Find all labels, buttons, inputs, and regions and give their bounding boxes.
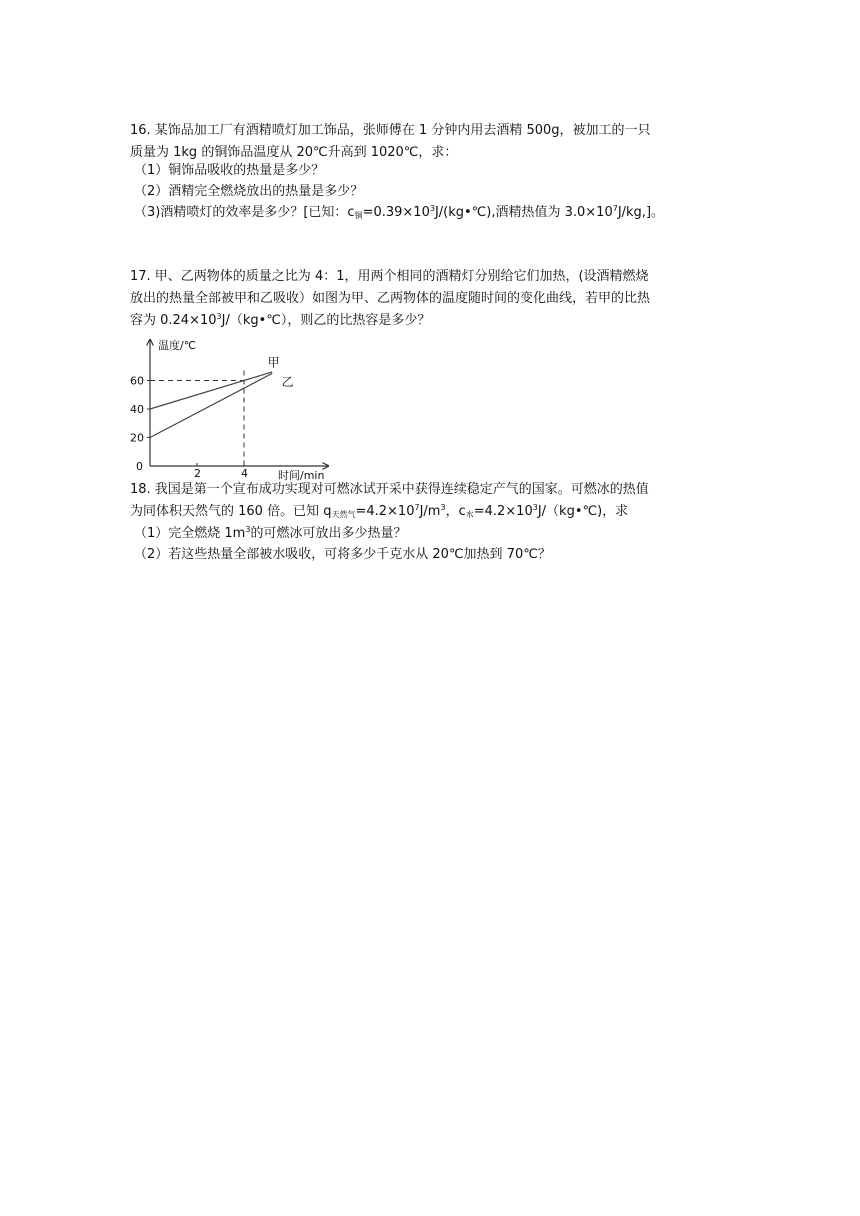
q16-sub3-text-c: J/(kg•℃),酒精热值为 3.0×10 bbox=[434, 205, 613, 220]
q17-line3-superscript: 3 bbox=[216, 312, 222, 321]
q18-line2-text-e: =4.2×10 bbox=[473, 504, 533, 519]
q17-line3 bbox=[130, 312, 430, 330]
y-ticks-group bbox=[130, 375, 150, 474]
series-line-jia bbox=[150, 373, 272, 437]
q18-line2-text-f: J/（kg•℃)，求 bbox=[537, 504, 629, 519]
series-group bbox=[150, 355, 294, 437]
q16-sub1: （1）铜饰品吸收的热量是多少？ bbox=[134, 163, 325, 178]
y-tick-label: 20 bbox=[130, 431, 144, 445]
q18-sub1-superscript: 3 bbox=[245, 525, 251, 534]
q16-sub3-superscript: 3 bbox=[429, 204, 435, 213]
q17-line1: 17. 甲、乙两物体的质量之比为 4：1，用两个相同的酒精灯分别给它们加热，(设酒精燃烧 bbox=[130, 269, 649, 284]
q18-line2-text-d: ，c bbox=[445, 504, 466, 519]
q18-line2-superscript2: 3 bbox=[440, 503, 446, 512]
q17-line3-text-b: J/（kg•℃），则乙的比热容是多少？ bbox=[221, 313, 431, 328]
q16-sub3-text-a: （3)酒精喷灯的效率是多少？[已知：c bbox=[134, 205, 355, 220]
q18-line2 bbox=[130, 503, 628, 521]
q16-line1: 16. 某饰品加工厂有酒精喷灯加工饰品，张师傅在 1 分钟内用去酒精 500g，被加工的一只 bbox=[130, 123, 651, 138]
q16-sub3-superscript2: 7 bbox=[612, 204, 618, 213]
q18-line2-text-b: =4.2×10 bbox=[355, 504, 415, 519]
q18-sub1-text-a: （1）完全燃烧 1m bbox=[134, 526, 246, 541]
y-tick-label: 60 bbox=[130, 374, 144, 388]
series-label-jia: 甲 bbox=[267, 355, 280, 370]
q18-sub1-text-b: 的可燃冰可放出多少热量？ bbox=[250, 526, 407, 541]
x-tick-label: 2 bbox=[194, 467, 201, 480]
q18-sub1 bbox=[134, 525, 406, 543]
x-ticks-group bbox=[150, 371, 248, 481]
series-line-yi bbox=[150, 372, 272, 409]
q16-sub2: （2）酒精完全燃烧放出的热量是多少？ bbox=[134, 184, 364, 199]
q18-line1: 18. 我国是第一个宣布成功实现对可燃冰试开采中获得连续稳定产气的国家。可燃冰的热值 bbox=[130, 482, 649, 497]
q16-line2: 质量为 1kg 的铜饰品温度从 20℃升高到 1020℃，求： bbox=[130, 145, 458, 160]
q16-sub3 bbox=[134, 204, 664, 222]
y-tick-label: 40 bbox=[130, 403, 144, 416]
x-tick-label: 4 bbox=[241, 467, 248, 480]
x-axis-label: 时间/min bbox=[278, 469, 325, 482]
q18-line2-superscript3: 3 bbox=[532, 503, 538, 512]
q16-sub3-subscript: 铜 bbox=[354, 211, 363, 220]
q18-line2-subscript2: 水 bbox=[465, 510, 474, 519]
q18-line2-superscript: 7 bbox=[414, 503, 420, 512]
q18-line2-text-c: J/m bbox=[419, 504, 441, 519]
q17-line2: 放出的热量全部被甲和乙吸收）如图为甲、乙两物体的温度随时间的变化曲线，若甲的比热 bbox=[130, 291, 651, 306]
q16-sub3-text-b: =0.39×10 bbox=[362, 205, 430, 220]
origin-label: 0 bbox=[136, 460, 143, 473]
q18-line2-subscript: 天然气 bbox=[331, 510, 356, 519]
q18-line2-text-a: 为同体积天然气的 160 倍。已知 q bbox=[130, 504, 332, 519]
series-label-yi: 乙 bbox=[281, 375, 294, 390]
q17-line3-text-a: 容为 0.24×10 bbox=[130, 313, 217, 328]
q18-sub2: （2）若这些热量全部被水吸收，可将多少千克水从 20℃加热到 70℃？ bbox=[134, 547, 551, 562]
y-axis-label: 温度/℃ bbox=[158, 339, 197, 352]
temperature-time-chart bbox=[128, 336, 338, 482]
q16-sub3-text-d: J/kg,]。 bbox=[617, 205, 665, 220]
